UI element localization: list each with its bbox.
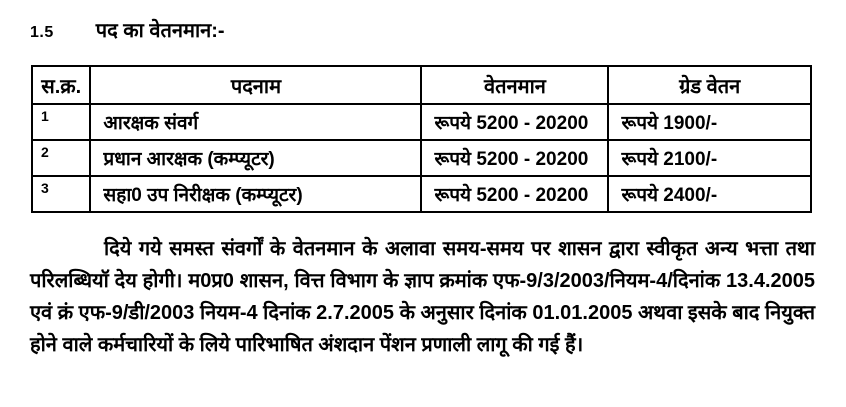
cell-grade-pay: रूपये 2400/- — [608, 176, 811, 212]
column-header-post-name: पदनाम — [90, 66, 421, 104]
cell-pay-scale: रूपये 5200 - 20200 — [421, 140, 608, 176]
cell-serial: 2 — [32, 140, 90, 176]
cell-serial: 1 — [32, 104, 90, 140]
cell-post-name: प्रधान आरक्षक (कम्प्यूटर) — [90, 140, 421, 176]
cell-pay-scale: रूपये 5200 - 20200 — [421, 176, 608, 212]
section-number: 1.5 — [30, 24, 54, 41]
table-row — [32, 104, 811, 140]
pay-scale-table — [31, 65, 812, 213]
column-header-pay-scale: वेतनमान — [421, 66, 608, 104]
table-row — [32, 176, 811, 212]
table-header-row — [32, 66, 811, 104]
table-row — [32, 140, 811, 176]
section-title: पद का वेतनमान:- — [95, 20, 225, 42]
cell-grade-pay: रूपये 1900/- — [608, 104, 811, 140]
cell-post-name: सहा0 उप निरीक्षक (कम्प्यूटर) — [90, 176, 421, 212]
cell-grade-pay: रूपये 2100/- — [608, 140, 811, 176]
body-paragraph: दिये गये समस्त संवर्गों के वेतनमान के अलावा समय-समय पर शासन द्वारा स्वीकृत अन्य भत्ता तथा परिलब्धियॉ देय होगी। म0प्र0 शासन, वित्त विभाग के ज्ञाप क्रमांक एफ-9/3/2003/नियम-4/दिनांक 13.4.2005 एवं क्रं एफ-9/डी/2003 नियम-4 दिनांक 2.7.2005 के अनुसार दिनांक 01.01.2005 अथवा इसके बाद नियुक्त होने वाले कर्मचारियों के लिये पारिभाषित अंशदान पेंशन प्रणाली लागू की गई हैं। — [30, 238, 815, 356]
cell-post-name: आरक्षक संवर्ग — [90, 104, 421, 140]
cell-pay-scale: रूपये 5200 - 20200 — [421, 104, 608, 140]
column-header-grade-pay: ग्रेड वेतन — [608, 66, 811, 104]
section-heading — [0, 0, 846, 43]
cell-serial: 3 — [32, 176, 90, 212]
column-header-serial: स.क्र. — [32, 66, 90, 104]
